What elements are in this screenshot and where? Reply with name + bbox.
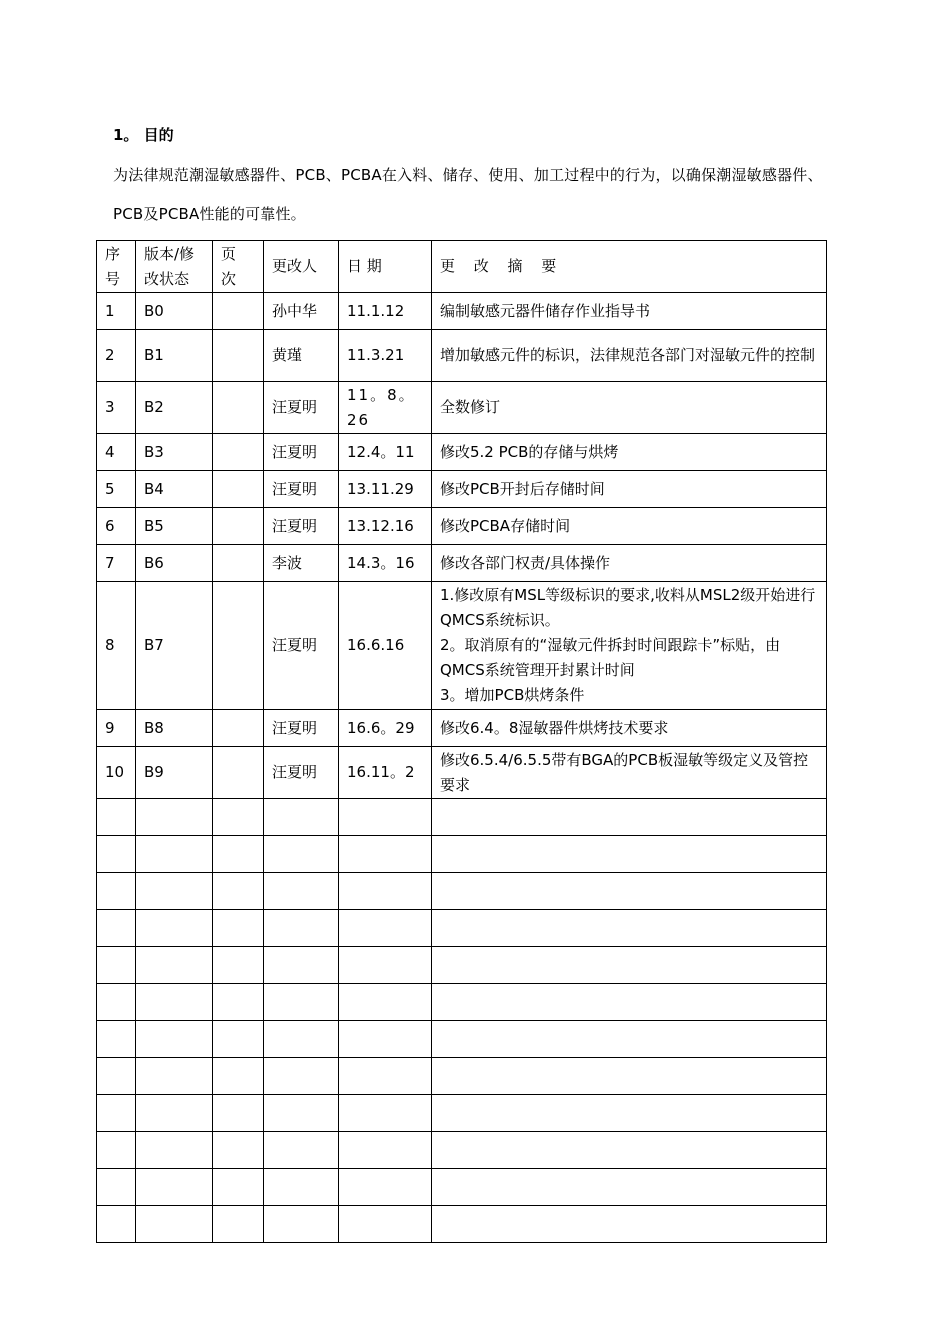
summary-line: 1.修改原有MSL等级标识的要求,收料从MSL2级开始进行QMCS系统标识。 [440, 586, 816, 629]
cell-no: 4 [97, 434, 136, 471]
cell-no [97, 947, 136, 984]
cell-page [213, 508, 264, 545]
cell-summary [432, 1021, 827, 1058]
cell-changer [264, 1021, 339, 1058]
cell-version: B5 [136, 508, 213, 545]
summary-line: 修改5.2 PCB的存储与烘烤 [440, 442, 619, 461]
cell-no [97, 1169, 136, 1206]
cell-no [97, 836, 136, 873]
cell-version: B4 [136, 471, 213, 508]
cell-summary [432, 1206, 827, 1243]
summary-line: 修改PCBA存储时间 [440, 516, 571, 535]
cell-page [213, 1058, 264, 1095]
cell-date: 13.11.29 [339, 471, 432, 508]
cell-no: 10 [97, 747, 136, 799]
cell-no: 3 [97, 382, 136, 434]
cell-date [339, 984, 432, 1021]
table-row [97, 434, 827, 471]
cell-date [339, 1132, 432, 1169]
cell-page [213, 947, 264, 984]
cell-date: 12.4。11 [339, 434, 432, 471]
cell-date: 11。8。26 [339, 382, 432, 434]
cell-summary [432, 582, 827, 710]
header-summary [432, 241, 827, 293]
cell-date [339, 799, 432, 836]
cell-summary [432, 747, 827, 799]
table-row [97, 471, 827, 508]
header-page-line2: 次 [221, 269, 237, 288]
table-row [97, 1021, 827, 1058]
cell-summary [432, 1058, 827, 1095]
cell-date [339, 910, 432, 947]
table-row [97, 1169, 827, 1206]
cell-no [97, 1206, 136, 1243]
header-version [136, 241, 213, 293]
cell-summary [432, 508, 827, 545]
summary-line: 增加敏感元件的标识，法律规范各部门对湿敏元件的控制 [440, 346, 816, 364]
cell-changer [264, 1095, 339, 1132]
table-row [97, 293, 827, 330]
cell-changer [264, 1058, 339, 1095]
cell-no [97, 910, 136, 947]
cell-no [97, 984, 136, 1021]
cell-no: 6 [97, 508, 136, 545]
cell-date [339, 1021, 432, 1058]
cell-summary [432, 984, 827, 1021]
table-row [97, 799, 827, 836]
cell-date [339, 1206, 432, 1243]
table-row [97, 710, 827, 747]
cell-page [213, 1206, 264, 1243]
header-changer: 更改人 [264, 241, 339, 293]
table-row [97, 545, 827, 582]
cell-version: B1 [136, 330, 213, 382]
cell-no [97, 1132, 136, 1169]
header-date: 日 期 [339, 241, 432, 293]
cell-changer [264, 910, 339, 947]
cell-date: 13.12.16 [339, 508, 432, 545]
cell-version [136, 1132, 213, 1169]
cell-page [213, 799, 264, 836]
header-page-line1: 页 [221, 244, 237, 263]
cell-summary [432, 1095, 827, 1132]
header-summary-text: 更 改 摘 要 [440, 257, 564, 275]
cell-changer [264, 836, 339, 873]
cell-date [339, 836, 432, 873]
cell-date [339, 1058, 432, 1095]
cell-changer: 黄瑾 [264, 330, 339, 382]
cell-changer: 汪夏明 [264, 471, 339, 508]
cell-date: 11.3.21 [339, 330, 432, 382]
section-intro: 为法律规范潮湿敏感器件、PCB、PCBA在入料、储存、使用、加工过程中的行为，以确保潮湿敏感器件、PCB及PCBA性能的可靠性。 [113, 166, 823, 223]
cell-no [97, 1095, 136, 1132]
cell-changer: 李波 [264, 545, 339, 582]
cell-summary [432, 1169, 827, 1206]
cell-version: B6 [136, 545, 213, 582]
table-row [97, 836, 827, 873]
table-header-row [97, 241, 827, 293]
header-version-line1: 版本/修 [144, 244, 195, 263]
cell-page [213, 910, 264, 947]
cell-version [136, 1206, 213, 1243]
cell-no [97, 799, 136, 836]
cell-no [97, 1021, 136, 1058]
summary-line: 修改6.4。8湿敏器件烘烤技术要求 [440, 718, 669, 737]
cell-version [136, 799, 213, 836]
cell-page [213, 747, 264, 799]
cell-summary [432, 545, 827, 582]
cell-version [136, 910, 213, 947]
cell-date: 16.6.16 [339, 582, 432, 710]
header-no-line1: 序 [105, 244, 121, 263]
cell-date: 16.11。2 [339, 747, 432, 799]
cell-summary [432, 293, 827, 330]
cell-changer: 汪夏明 [264, 582, 339, 710]
cell-page [213, 873, 264, 910]
table-row [97, 910, 827, 947]
cell-version [136, 873, 213, 910]
cell-version: B3 [136, 434, 213, 471]
cell-version [136, 947, 213, 984]
table-row [97, 1095, 827, 1132]
cell-version [136, 836, 213, 873]
cell-page [213, 1132, 264, 1169]
summary-line: 编制敏感元器件储存作业指导书 [440, 301, 651, 320]
cell-page [213, 1095, 264, 1132]
cell-summary [432, 947, 827, 984]
header-version-line2: 改状态 [144, 269, 190, 288]
cell-changer [264, 799, 339, 836]
cell-date [339, 1169, 432, 1206]
table-row [97, 947, 827, 984]
cell-page [213, 471, 264, 508]
cell-page [213, 434, 264, 471]
table-row [97, 1132, 827, 1169]
cell-changer [264, 1169, 339, 1206]
cell-no: 5 [97, 471, 136, 508]
cell-version: B8 [136, 710, 213, 747]
summary-line: 修改6.5.4/6.5.5带有BGA的PCB板湿敏等级定义及管控要求 [440, 750, 809, 794]
cell-version [136, 1058, 213, 1095]
revision-table [96, 240, 827, 1243]
cell-page [213, 836, 264, 873]
cell-summary [432, 382, 827, 434]
cell-no: 7 [97, 545, 136, 582]
table-row [97, 1206, 827, 1243]
table-row [97, 582, 827, 710]
cell-version: B9 [136, 747, 213, 799]
cell-summary [432, 910, 827, 947]
cell-date [339, 873, 432, 910]
cell-changer [264, 873, 339, 910]
cell-summary [432, 471, 827, 508]
cell-page [213, 293, 264, 330]
cell-no [97, 1058, 136, 1095]
section-heading: 1。 目的 [113, 126, 174, 144]
table-body [97, 293, 827, 1243]
summary-line: 修改各部门权责/具体操作 [440, 553, 611, 572]
cell-page [213, 710, 264, 747]
cell-version [136, 984, 213, 1021]
cell-page [213, 382, 264, 434]
cell-date: 11.1.12 [339, 293, 432, 330]
table-row [97, 382, 827, 434]
cell-summary [432, 710, 827, 747]
cell-summary [432, 836, 827, 873]
cell-changer [264, 947, 339, 984]
header-page [213, 241, 264, 293]
cell-version: B0 [136, 293, 213, 330]
summary-line: 修改PCB开封后存储时间 [440, 479, 605, 498]
cell-page [213, 330, 264, 382]
table-row [97, 1058, 827, 1095]
cell-date [339, 1095, 432, 1132]
cell-summary [432, 330, 827, 382]
table-row [97, 984, 827, 1021]
table-row [97, 508, 827, 545]
cell-version: B7 [136, 582, 213, 710]
summary-line: 2。取消原有的“湿敏元件拆封时间跟踪卡”标贴，由QMCS系统管理开封累计时间 [440, 636, 781, 679]
cell-date: 16.6。29 [339, 710, 432, 747]
table-row [97, 747, 827, 799]
table-row [97, 330, 827, 382]
cell-changer: 汪夏明 [264, 434, 339, 471]
cell-page [213, 545, 264, 582]
cell-summary [432, 434, 827, 471]
cell-version [136, 1095, 213, 1132]
cell-changer [264, 1132, 339, 1169]
cell-no: 9 [97, 710, 136, 747]
header-no-line2: 号 [105, 269, 121, 288]
cell-summary [432, 873, 827, 910]
cell-changer: 汪夏明 [264, 747, 339, 799]
cell-version [136, 1169, 213, 1206]
summary-line: 3。增加PCB烘烤条件 [440, 686, 585, 704]
cell-date: 14.3。16 [339, 545, 432, 582]
cell-no: 2 [97, 330, 136, 382]
cell-page [213, 1021, 264, 1058]
header-no [97, 241, 136, 293]
cell-changer: 汪夏明 [264, 382, 339, 434]
cell-no: 1 [97, 293, 136, 330]
cell-changer: 汪夏明 [264, 710, 339, 747]
cell-summary [432, 799, 827, 836]
cell-changer [264, 984, 339, 1021]
cell-changer [264, 1206, 339, 1243]
cell-version: B2 [136, 382, 213, 434]
cell-page [213, 1169, 264, 1206]
cell-no: 8 [97, 582, 136, 710]
cell-changer: 孙中华 [264, 293, 339, 330]
cell-summary [432, 1132, 827, 1169]
cell-page [213, 984, 264, 1021]
cell-version [136, 1021, 213, 1058]
cell-no [97, 873, 136, 910]
summary-line: 全数修订 [440, 398, 501, 416]
cell-date [339, 947, 432, 984]
table-row [97, 873, 827, 910]
cell-page [213, 582, 264, 710]
cell-changer: 汪夏明 [264, 508, 339, 545]
